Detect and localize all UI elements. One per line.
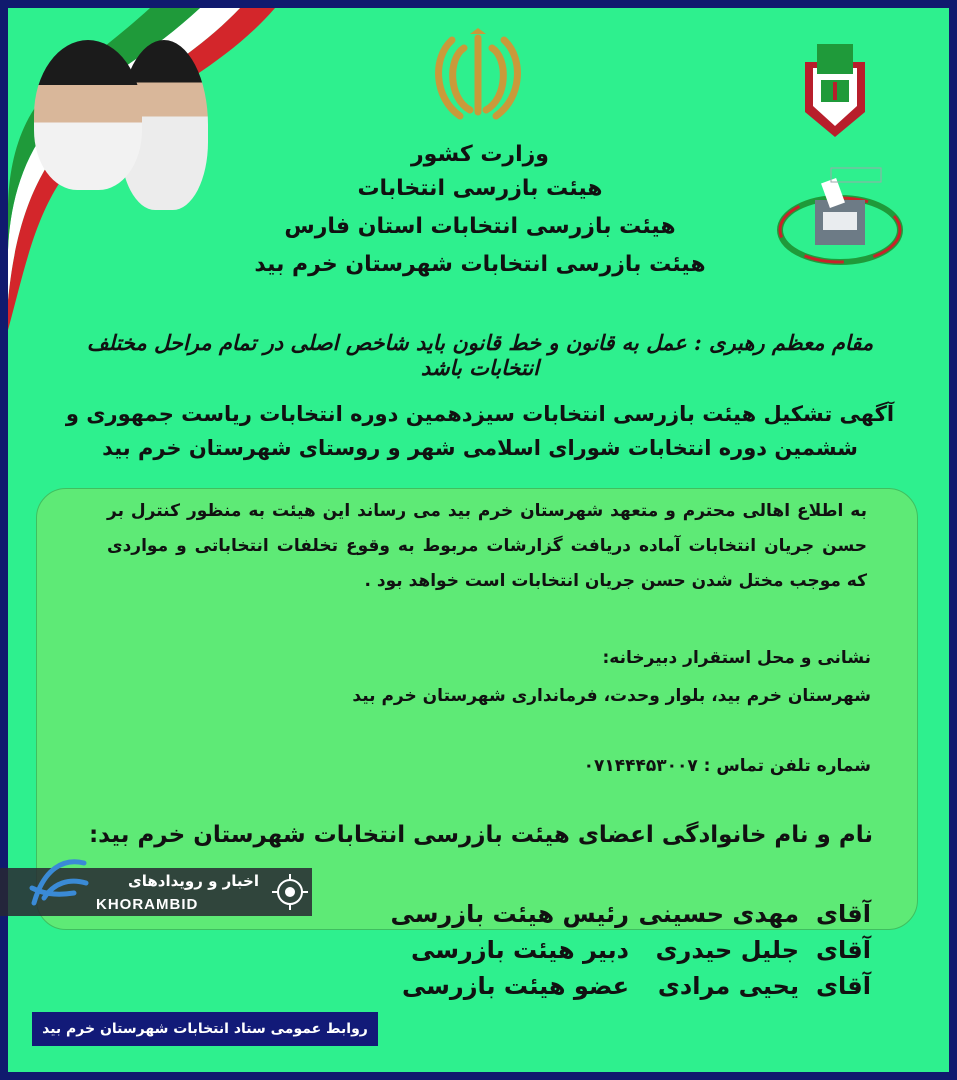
brand-latin-text: KHORAMBID bbox=[96, 896, 199, 913]
member-row bbox=[402, 972, 871, 1000]
member-name: مهدی حسینی bbox=[638, 900, 799, 928]
phone-number: شماره تلفن تماس : ۰۷۱۴۴۴۵۳۰۰۷ bbox=[583, 756, 871, 776]
member-name: جلیل حیدری bbox=[655, 936, 799, 964]
khorambid-calligraphy-logo-icon bbox=[24, 848, 94, 918]
footer-credit: روابط عمومی ستاد انتخابات شهرستان خرم بید bbox=[32, 1012, 378, 1046]
members-title: نام و نام خانوادگی اعضای هیئت بازرسی انتخابات شهرستان خرم بید: bbox=[88, 822, 873, 848]
member-name: یحیی مرادی bbox=[657, 972, 799, 1000]
address-value: شهرستان خرم بید، بلوار وحدت، فرمانداری شهرستان خرم بید bbox=[352, 686, 871, 706]
board-title: هیئت بازرسی انتخابات bbox=[357, 176, 603, 201]
intro-paragraph: به اطلاع اهالی محترم و متعهد شهرستان خرم بید می رساند این هیئت به منظور کنترل بر حسن جریان انتخابات آماده دریافت گزارشات مربوط به وقوع تخلفات انتخاباتی و مواردی که موجب مختل شدن حسن جریان انتخابات است خواهد بود . bbox=[107, 501, 867, 591]
election-headquarters-logo-icon bbox=[775, 160, 905, 270]
member-row bbox=[411, 936, 871, 964]
member-title: آقای bbox=[816, 936, 871, 964]
member-role: رئیس هیئت بازرسی bbox=[390, 900, 629, 928]
brand-persian-text: اخبار و رویدادهای bbox=[128, 872, 259, 890]
member-role: عضو هیئت بازرسی bbox=[402, 972, 629, 1000]
leader-quote: مقام معظم رهبری : عمل به قانون و خط قانون باید شاخص اصلی در تمام مراحل مختلف انتخابات باشد bbox=[86, 330, 874, 380]
portrait-left bbox=[34, 40, 142, 190]
iran-emblem-icon bbox=[430, 28, 526, 120]
member-title: آقای bbox=[816, 972, 871, 1000]
member-title: آقای bbox=[816, 900, 871, 928]
province-board-title: هیئت بازرسی انتخابات استان فارس bbox=[284, 214, 676, 239]
address-title: نشانی و محل استقرار دبیرخانه: bbox=[602, 648, 871, 668]
announcement-line-2: ششمین دوره انتخابات شورای اسلامی شهر و روستای شهرستان خرم بید bbox=[102, 436, 858, 460]
member-row bbox=[391, 900, 871, 928]
ministry-title: وزارت کشور bbox=[411, 142, 549, 167]
member-role: دبیر هیئت بازرسی bbox=[411, 936, 629, 964]
announcement-line-1: آگهی تشکیل هیئت بازرسی انتخابات سیزدهمین دوره انتخابات ریاست جمهوری و bbox=[65, 402, 895, 426]
county-board-title: هیئت بازرسی انتخابات شهرستان خرم بید bbox=[254, 252, 706, 277]
election-ballot-logo-icon bbox=[795, 42, 875, 142]
ornament-icon bbox=[270, 872, 310, 912]
